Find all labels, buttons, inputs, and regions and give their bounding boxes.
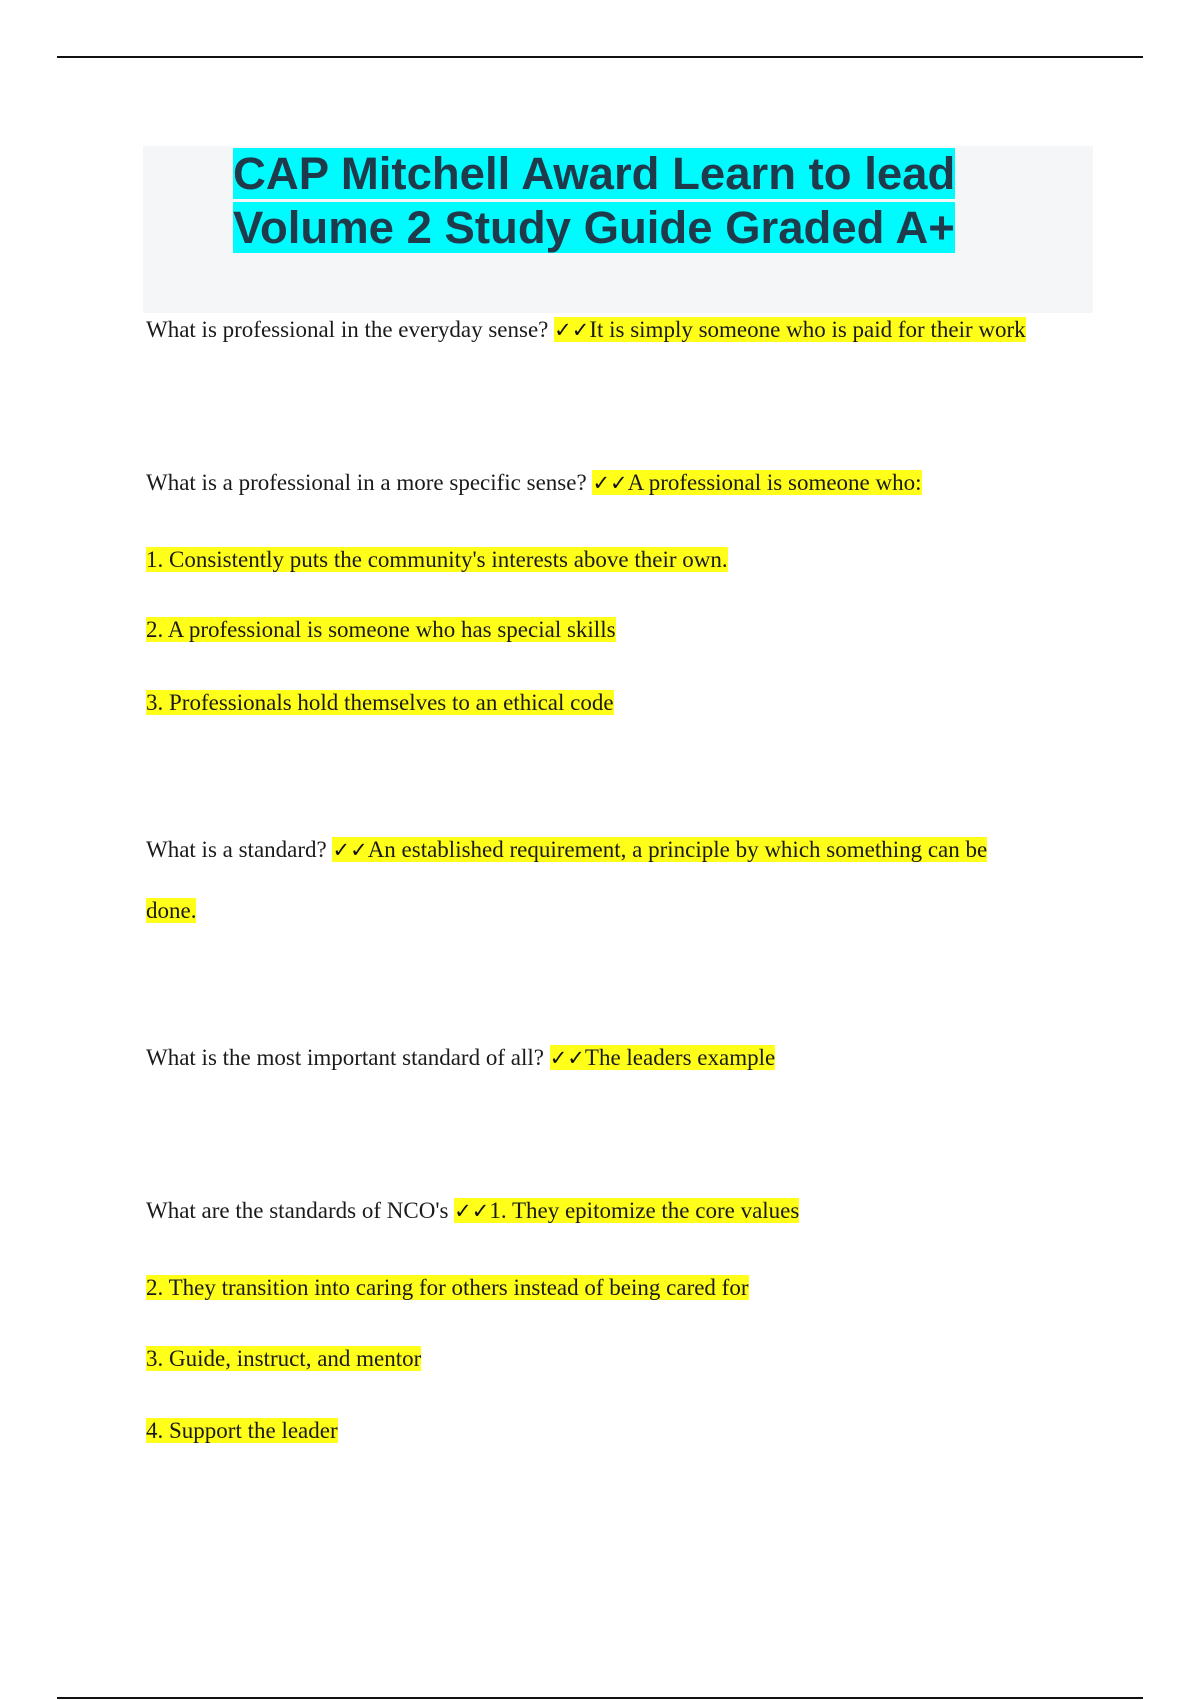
answer-continuation: 3. Guide, instruct, and mentor — [146, 1346, 422, 1371]
qa-item-2 — [146, 468, 922, 498]
answer-continuation: 1. Consistently puts the community's interests above their own. — [146, 547, 728, 572]
check-mark-icon: ✓✓ — [454, 1199, 490, 1223]
answer-continuation: 4. Support the leader — [146, 1418, 338, 1443]
bottom-rule — [57, 1697, 1143, 1699]
qa-item-3 — [146, 835, 987, 865]
answer-continuation: 3. Professionals hold themselves to an ethical code — [146, 690, 614, 715]
question-text: What is a professional in a more specific sense? — [146, 470, 587, 495]
answer-continuation: done. — [146, 898, 197, 923]
answer-text: It is simply someone who is paid for their work — [589, 317, 1026, 342]
answer-text: 1. They epitomize the core values — [489, 1198, 800, 1223]
top-rule — [57, 56, 1143, 58]
answer-text: An established requirement, a principle by which something can be — [367, 837, 988, 862]
answer-continuation: 2. They transition into caring for others instead of being cared for — [146, 1275, 749, 1300]
document-title — [233, 147, 955, 255]
answer-text: The leaders example — [584, 1045, 776, 1070]
check-mark-icon: ✓✓ — [554, 318, 590, 342]
check-mark-icon: ✓✓ — [549, 1046, 585, 1070]
answer-text: A professional is someone who: — [627, 470, 922, 495]
qa-item-5 — [146, 1196, 799, 1226]
question-text: What is the most important standard of all? — [146, 1045, 544, 1070]
question-text: What is a standard? — [146, 837, 327, 862]
qa-item-4 — [146, 1043, 775, 1073]
qa-item-1 — [146, 315, 1026, 345]
check-mark-icon: ✓✓ — [332, 838, 368, 862]
check-mark-icon: ✓✓ — [592, 471, 628, 495]
title-line-1: CAP Mitchell Award Learn to lead — [233, 148, 956, 199]
answer-continuation: 2. A professional is someone who has special skills — [146, 617, 616, 642]
question-text: What is professional in the everyday sense? — [146, 317, 549, 342]
question-text: What are the standards of NCO's — [146, 1198, 449, 1223]
title-line-2: Volume 2 Study Guide Graded A+ — [233, 202, 955, 253]
